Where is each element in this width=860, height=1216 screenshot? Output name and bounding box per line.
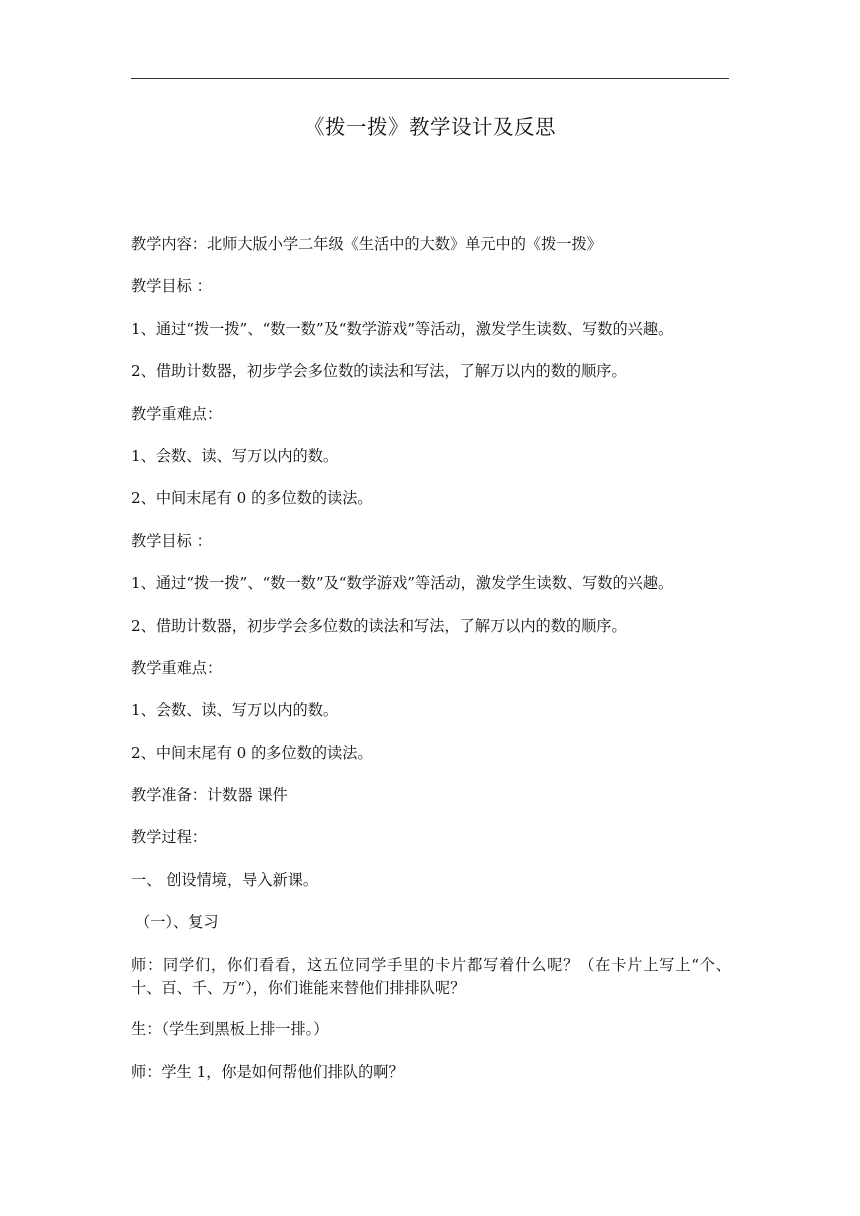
paragraph-student-response: 生：（学生到黑板上排一排。）	[131, 1020, 329, 1039]
paragraph-key-points-heading-repeat: 教学重难点：	[131, 658, 223, 677]
paragraph-teacher-question: 师：同学们，你们看看，这五位同学手里的卡片都写着什么呢？（在卡片上写上“个、十、百、千、万”），你们谁能来替他们排排队呢？	[131, 955, 731, 997]
paragraph-goal-1-repeat: 1、通过“拨一拨”、“数一数”及“数学游戏”等活动，激发学生读数、写数的兴趣。	[131, 574, 674, 593]
paragraph-key-point-1-repeat: 1、会数、读、写万以内的数。	[131, 701, 339, 720]
paragraph-goal-2-repeat: 2、借助计数器，初步学会多位数的读法和写法，了解万以内的数的顺序。	[131, 616, 627, 635]
paragraph-key-point-1: 1、会数、读、写万以内的数。	[131, 446, 339, 465]
paragraph-process-heading: 教学过程：	[131, 828, 207, 847]
header-rule	[131, 78, 729, 79]
paragraph-key-point-2-repeat: 2、中间末尾有 0 的多位数的读法。	[131, 743, 373, 762]
paragraph-goal-1: 1、通过“拨一拨”、“数一数”及“数学游戏”等活动，激发学生读数、写数的兴趣。	[131, 319, 674, 338]
paragraph-key-point-2: 2、中间末尾有 0 的多位数的读法。	[131, 489, 373, 508]
paragraph-goals-heading: 教学目标 ：	[131, 277, 212, 296]
document-body	[131, 233, 731, 1103]
paragraph-goal-2: 2、借助计数器，初步学会多位数的读法和写法，了解万以内的数的顺序。	[131, 362, 627, 381]
paragraph-subsection-review: （一）、复习	[135, 913, 219, 932]
paragraph-key-points-heading: 教学重难点：	[131, 404, 223, 423]
paragraph-teacher-followup: 师：学生 1，你是如何帮他们排队的啊？	[131, 1062, 404, 1081]
paragraph-content: 教学内容：北师大版小学二年级《生活中的大数》单元中的《拨一拨》	[131, 235, 602, 253]
paragraph-goals-heading-repeat: 教学目标 ：	[131, 531, 212, 550]
paragraph-section-one: 一、 创设情境，导入新课。	[131, 870, 319, 889]
paragraph-preparation: 教学准备：计数器 课件	[131, 786, 288, 805]
document-title: 《拨一拨》教学设计及反思	[304, 115, 556, 139]
